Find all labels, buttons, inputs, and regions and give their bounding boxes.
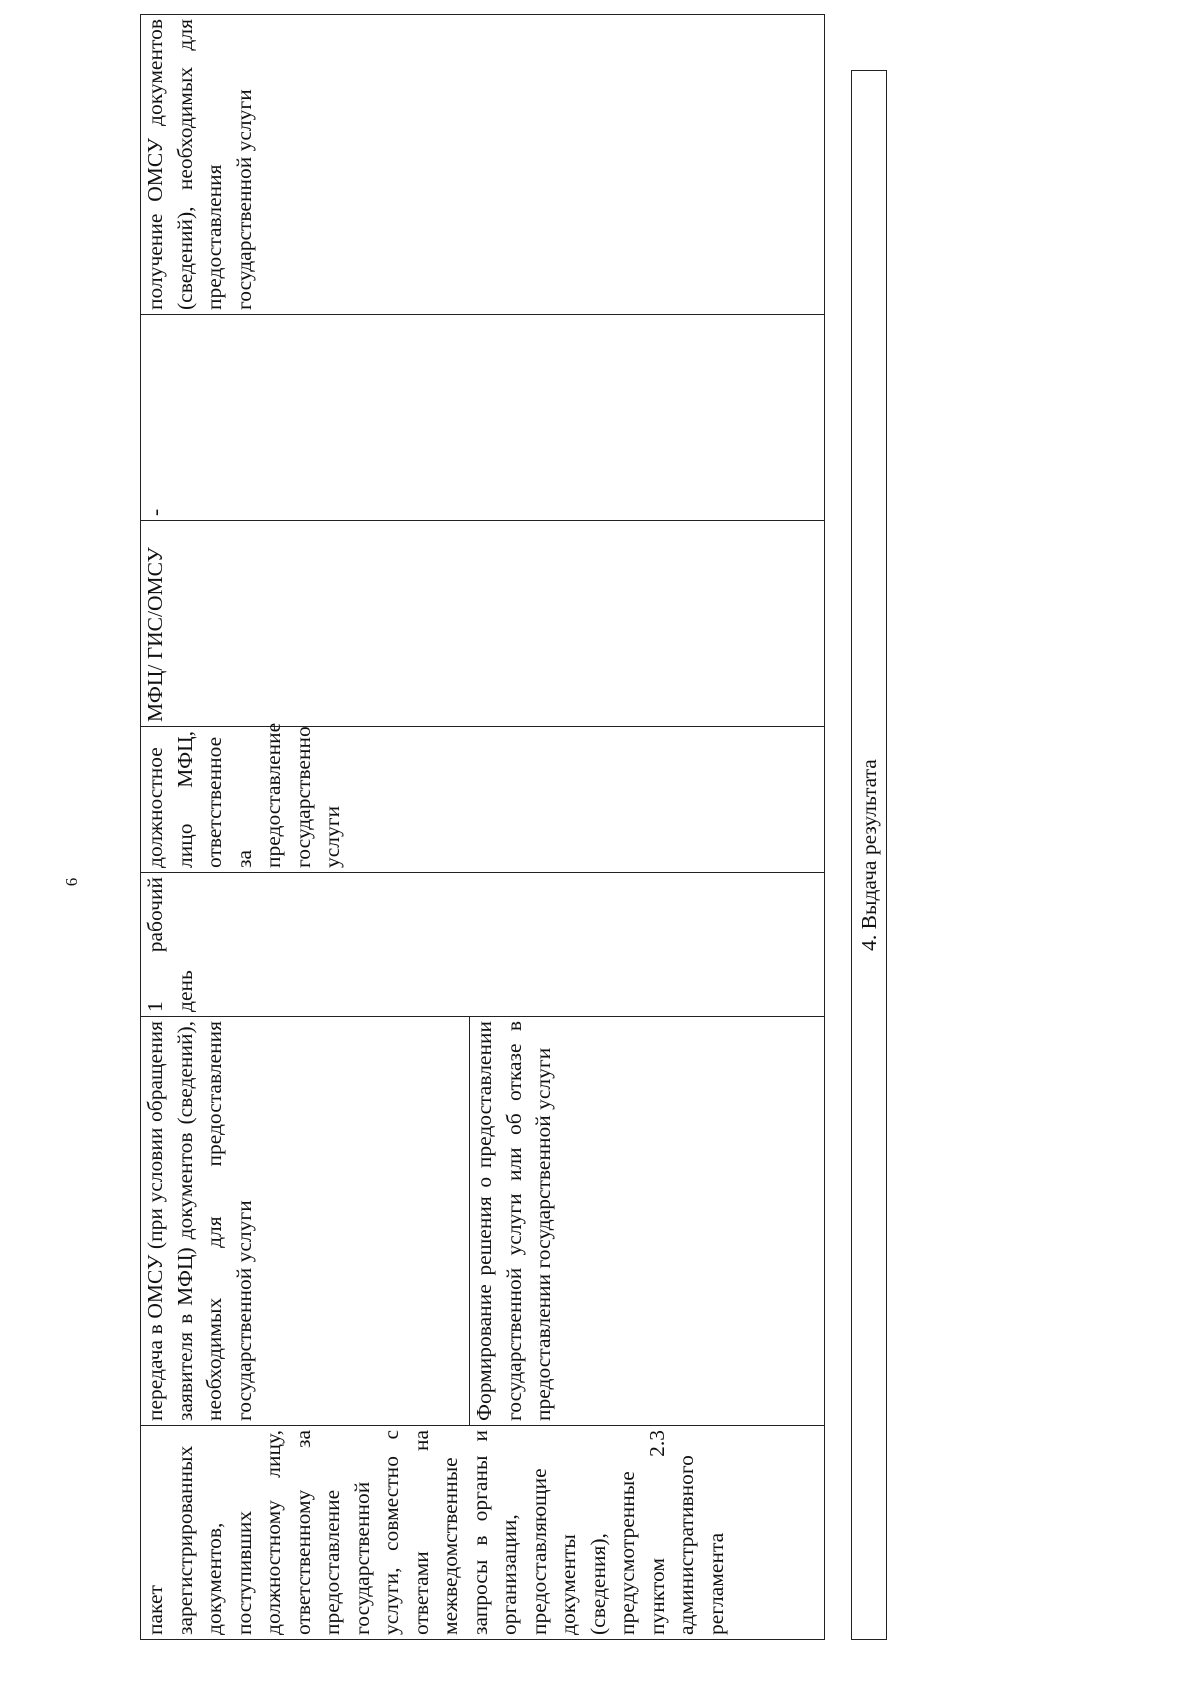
basis-cell: пакет зарегистрированных документов, поступивших должностному лицу, ответственному за предоставление государственной услуги, совместно с ответами на межведомственные запросы в органы и организации, предоставляющие документы (сведения), предусмотренные пунктом 2.3 административного регламента xyxy=(141,1426,825,1640)
action-transfer: передача в ОМСУ (при условии обращения заявителя в МФЦ) документов (сведений), необходимых для предоставления государственной услуги xyxy=(141,1017,470,1425)
place-cell: МФЦ/ ГИС/ОМСУ xyxy=(141,521,825,727)
responsible-cell: должностное лицо МФЦ, ответственное за предоставление государственно услуги xyxy=(141,727,825,873)
actions-subtable xyxy=(141,1017,824,1425)
rotated-content xyxy=(140,19,1140,1640)
page-number: 6 xyxy=(62,877,81,887)
criteria-cell: - xyxy=(141,315,825,521)
action-decision: Формирование решения о предоставлении государственной услуги или об отказе в предоставлении государственной услуги xyxy=(472,1021,555,1421)
actions-cell xyxy=(141,1017,825,1426)
result-cell: получение ОМСУ документов (сведений), необходимых для предоставления государственной услуги xyxy=(141,15,825,315)
procedure-table xyxy=(140,14,825,1640)
term-cell: 1 рабочий день xyxy=(141,873,825,1017)
table-row xyxy=(141,15,825,1640)
section-title: 4. Выдача результата xyxy=(851,70,887,1640)
